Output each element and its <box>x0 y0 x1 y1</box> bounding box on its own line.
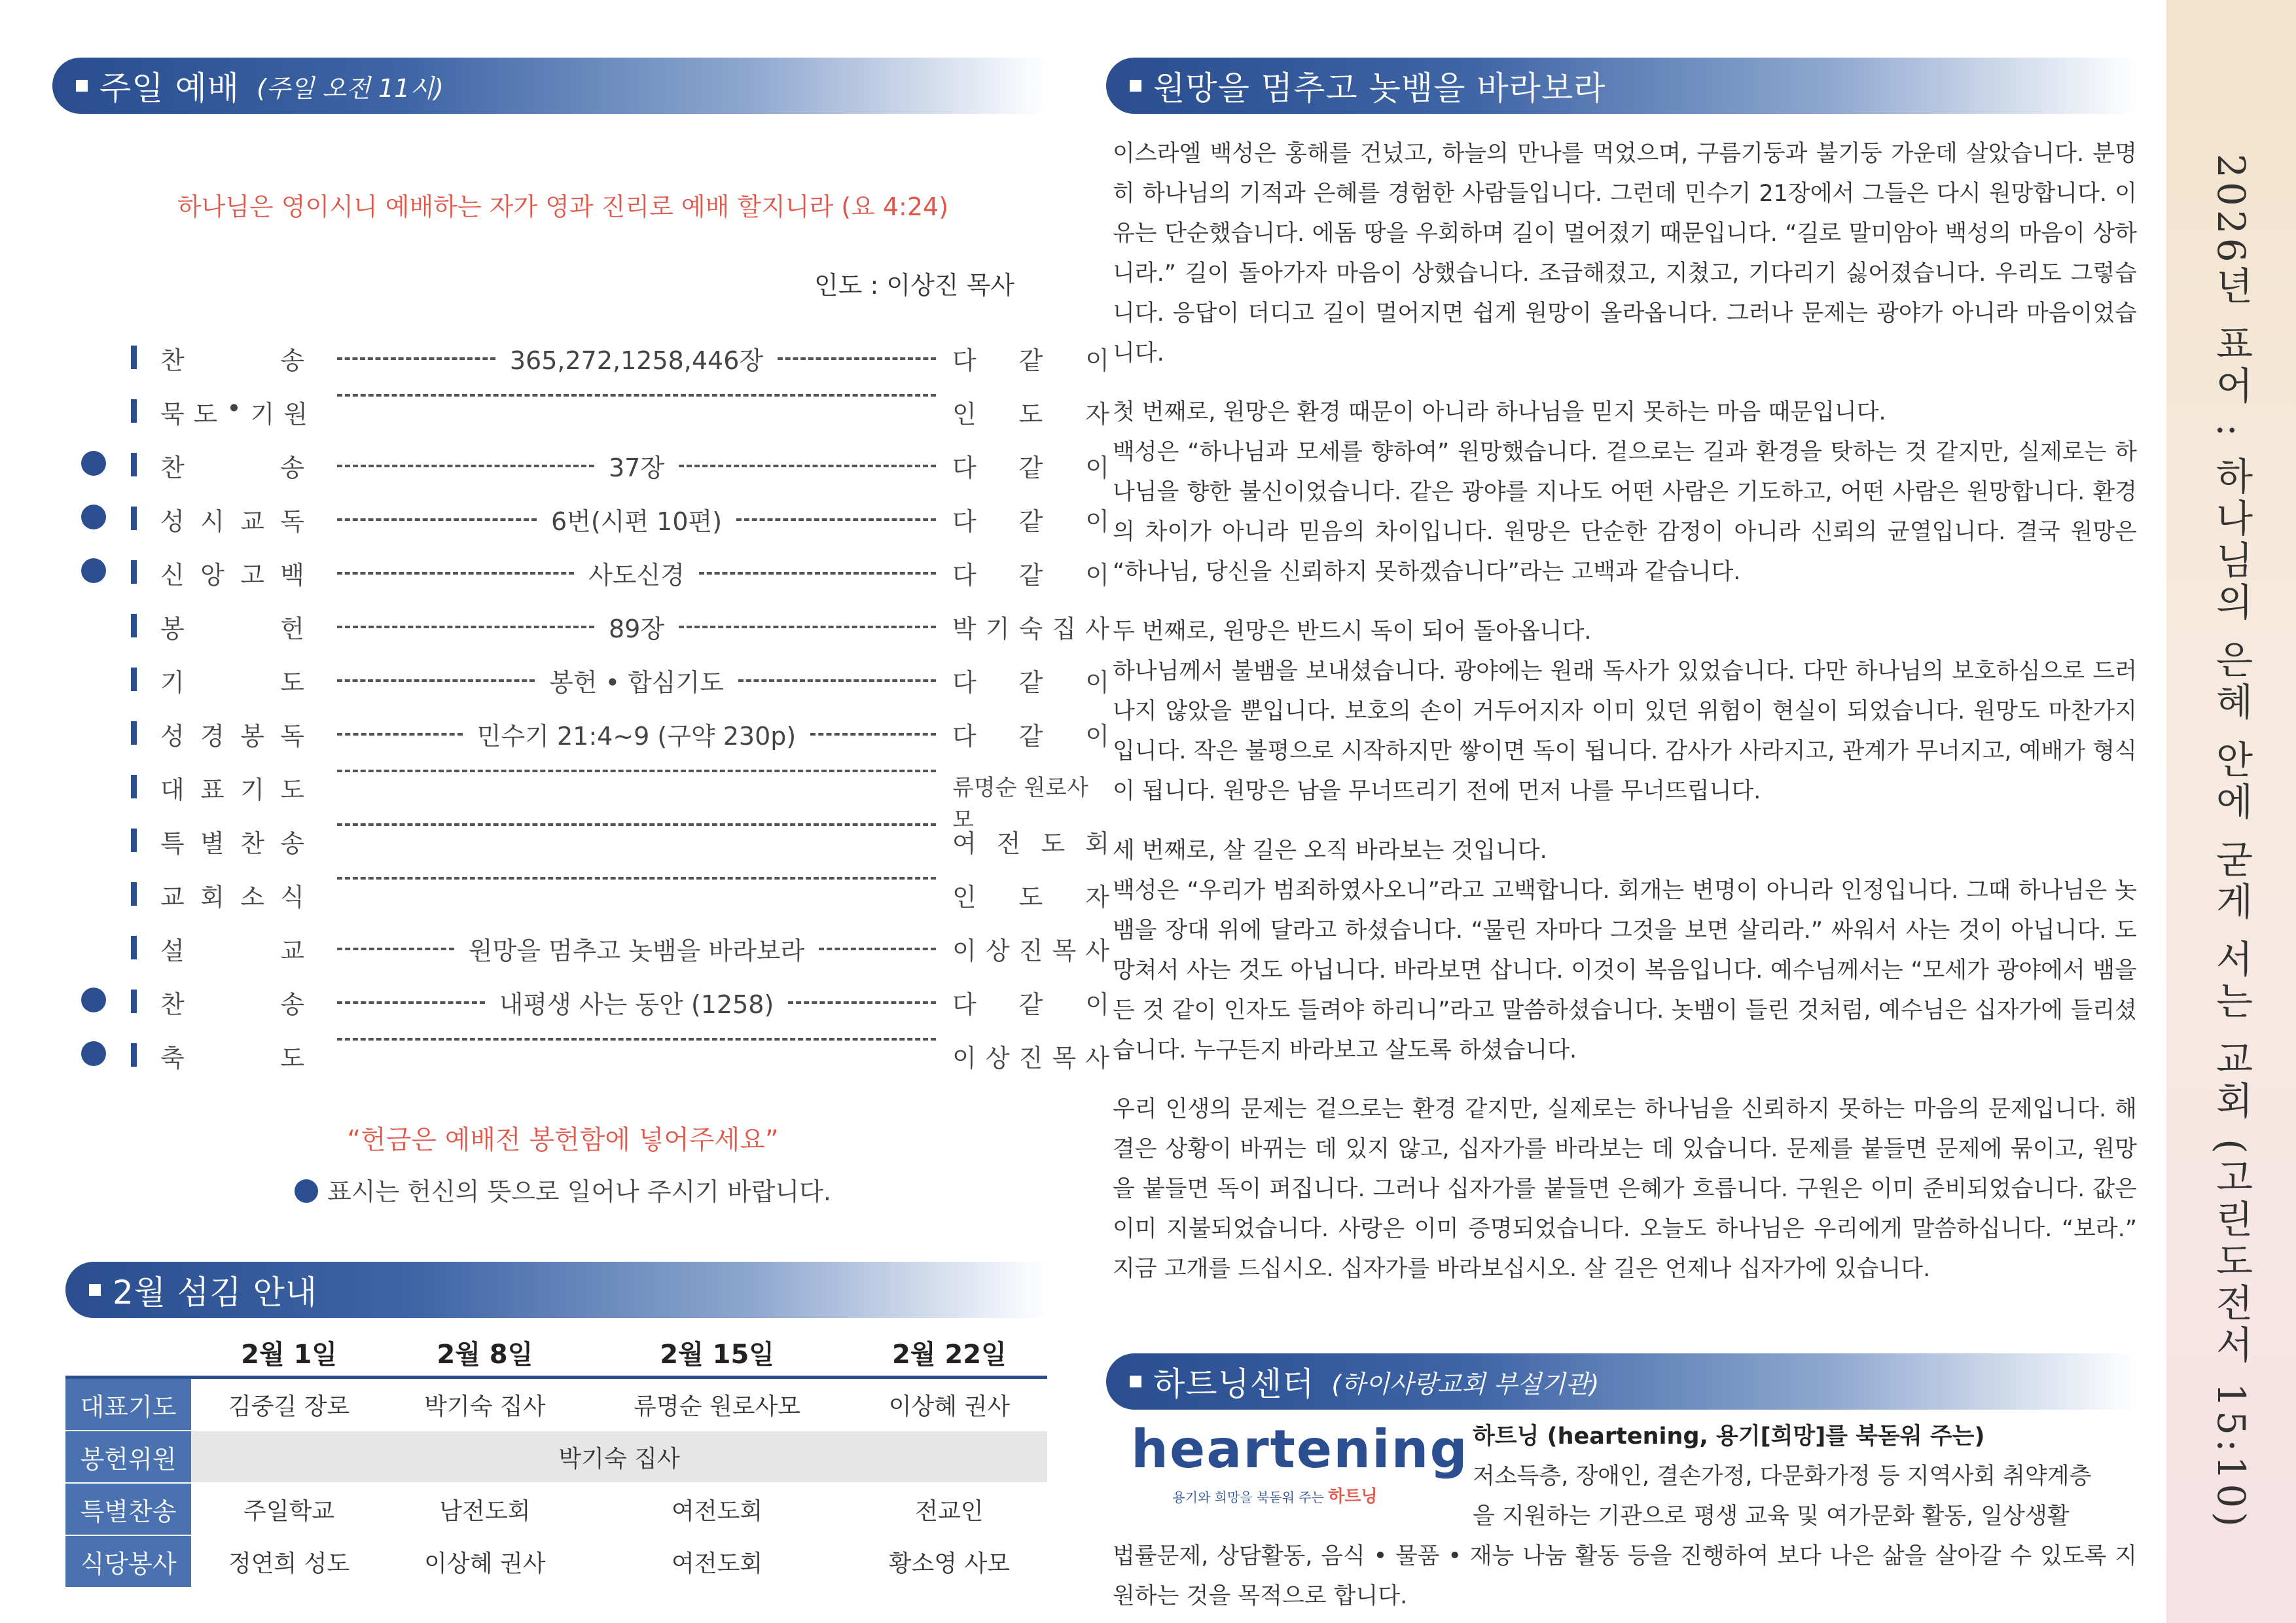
row-bar-icon <box>131 668 137 691</box>
duty-cell-merged: 박기숙 집사 <box>191 1431 1047 1483</box>
duty-cell: 전교인 <box>915 1497 984 1525</box>
role-cell: 봉헌위원 <box>65 1431 191 1483</box>
motto-sidebar <box>2166 0 2296 1623</box>
row-bar-icon <box>131 990 137 1013</box>
order-detail-line <box>337 501 936 537</box>
bullet-square-icon <box>89 1284 101 1296</box>
order-row <box>79 384 1109 438</box>
motto-text: 2026년 표어 : 하나님의 은혜 안에 굳게 서는 교회 (고린도전서 15:10) <box>2209 154 2253 1531</box>
bullet-square-icon <box>76 80 88 92</box>
order-label: 성 경 봉 독 <box>160 722 304 751</box>
order-row <box>79 545 1109 599</box>
duty-cell: 주일학교 <box>243 1497 335 1525</box>
order-label: 찬 송 <box>160 990 304 1019</box>
order-row <box>79 438 1109 491</box>
row-bar-icon <box>131 829 137 852</box>
order-detail: 원망을 멈추고 놋뱀을 바라보라 <box>468 936 805 965</box>
heartening-sub: (하이사랑교회 부설기관) <box>1331 1369 1600 1399</box>
order-row <box>79 867 1109 921</box>
role-cell: 특별찬송 <box>65 1483 191 1535</box>
table-row <box>65 1535 1047 1588</box>
row-bar-icon <box>131 346 137 369</box>
order-detail-line <box>337 662 936 698</box>
offering-note: “헌금은 예배전 봉헌함에 넣어주세요” <box>347 1125 779 1155</box>
order-by: 여 전 도 회 <box>952 829 1109 858</box>
duty-cell: 여전도회 <box>672 1550 763 1577</box>
worship-title: 주일 예배 <box>99 69 240 107</box>
order-detail: 365,272,1258,446장 <box>509 346 764 375</box>
order-row <box>79 652 1109 706</box>
sermon-point1-body: 백성은 “하나님과 모세를 향하여” 원망했습니다. 겉으로는 길과 환경을 탓하는 것 같지만, 실제로는 하나님을 향한 불신이었습니다. 같은 광야를 지나도 어떤 사람은 기도하고, 어떤 사람은 원망합니다. 환경의 차이가 아니라 믿음의 차이입니다. 원망은 단순한 감정이 아니라 신뢰의 균열입니다. 결국 원망은 “하나님, 당신을 신뢰하지 못하겠습니다”라는 고백과 같습니다. <box>1113 439 2137 585</box>
sermon-intro: 이스라엘 백성은 홍해를 건넜고, 하늘의 만나를 먹었으며, 구름기둥과 불기둥 가운데 살았습니다. 분명히 하나님의 기적과 은혜를 경험한 사람들입니다. 그런데 민수기 21장에서 그들은 다시 원망합니다. 이유는 단순했습니다. 에돔 땅을 우회하며 길이 멀어졌기 때문입니다. “길로 말미암아 백성의 마음이 상하니라.” 길이 돌아가자 마음이 상했습니다. 조급해졌고, 지쳤고, 기다리기 싫어졌습니다. 우리도 그렇습니다. 응답이 더디고 길이 멀어지면 쉽게 원망이 올라옵니다. 그러나 문제는 광야가 아니라 마음이었습니다. <box>1113 141 2137 366</box>
service-header <box>65 1262 1047 1318</box>
row-bar-icon <box>131 936 137 959</box>
order-of-worship <box>79 330 1109 1082</box>
order-label: 대 표 기 도 <box>160 776 304 804</box>
order-row <box>79 760 1088 833</box>
date-cell: 2월 8일 <box>437 1339 533 1370</box>
order-label: 신 앙 고 백 <box>160 561 304 590</box>
role-cell: 식당봉사 <box>65 1535 191 1588</box>
order-by: 박 기 숙 집 사 <box>952 615 1109 643</box>
order-by: 다 같 이 <box>952 668 1109 697</box>
row-bar-icon <box>131 560 137 584</box>
logo-tagline-text: 용기와 희망을 북돋워 주는 <box>1172 1489 1324 1505</box>
worship-time: (주일 오전 11시) <box>257 73 444 103</box>
worship-leader: 인도 : 이상진 목사 <box>814 271 1014 300</box>
heartening-desc-rest: 법률문제, 상담활동, 음식 • 물품 • 재능 나눔 활동 등을 진행하여 보다 나은 삶을 살아갈 수 있도록 지원하는 것을 목적으로 합니다. <box>1113 1543 2137 1609</box>
sermon-header <box>1106 58 2137 114</box>
logo-brand: 하트닝 <box>1328 1487 1378 1507</box>
order-detail-line <box>337 448 936 484</box>
order-row <box>79 706 1109 760</box>
order-detail-line <box>337 770 936 772</box>
sermon-point2-body: 하나님께서 불뱀을 보내셨습니다. 광야에는 원래 독사가 있었습니다. 다만 하나님의 보호하심으로 드러나지 않았을 뿐입니다. 보호의 손이 거두어지자 이미 있던 위험이 현실이 되었습니다. 원망도 마찬가지입니다. 작은 불평으로 시작하지만 쌓이면 독이 됩니다. 감사가 사라지고, 관계가 무너지고, 예배가 형식이 됩니다. 원망은 남을 무너뜨리기 전에 먼저 나를 무너뜨립니다. <box>1113 658 2137 804</box>
standing-dot-icon <box>295 1179 318 1203</box>
order-detail-line <box>337 823 936 826</box>
stand-dot-icon <box>81 451 106 476</box>
order-detail-line <box>337 877 936 880</box>
order-detail-line <box>337 931 936 967</box>
order-by: 이 상 진 목 사 <box>952 936 1109 965</box>
order-detail: 내평생 사는 동안 (1258) <box>499 990 774 1019</box>
heartening-logo <box>1131 1419 1469 1507</box>
order-by: 인 도 자 <box>952 883 1109 912</box>
order-row <box>79 974 1109 1028</box>
order-detail-line <box>337 984 936 1020</box>
service-table-header <box>65 1329 1047 1378</box>
sermon-title: 원망을 멈추고 놋뱀을 바라보라 <box>1153 69 1606 107</box>
order-detail-line <box>337 555 936 591</box>
logo-wordmark: heartening <box>1131 1419 1469 1480</box>
date-cell: 2월 22일 <box>892 1339 1007 1370</box>
role-cell: 대표기도 <box>65 1378 191 1431</box>
row-bar-icon <box>131 614 137 637</box>
logo-tagline <box>1131 1483 1419 1507</box>
order-label: 특 별 찬 송 <box>160 829 304 858</box>
order-detail-line <box>337 340 936 376</box>
order-label: 기 도 <box>160 668 304 697</box>
heartening-desc-title: 하트닝 (heartening, 용기[희망]를 북돋워 주는) <box>1473 1423 1985 1450</box>
date-cell: 2월 1일 <box>241 1339 338 1370</box>
heartening-desc-line2: 을 지원하는 기관으로 평생 교육 및 여가문화 활동, 일상생활 <box>1473 1503 2070 1529</box>
order-by: 이 상 진 목 사 <box>952 1044 1109 1073</box>
order-label: 찬 송 <box>160 346 304 375</box>
standing-note-text: 표시는 헌신의 뜻으로 일어나 주시기 바랍니다. <box>327 1177 831 1206</box>
heartening-header <box>1106 1353 2137 1410</box>
standing-note <box>79 1171 1047 1207</box>
sermon-point1-title: 첫 번째로, 원망은 환경 때문이 아니라 하나님을 믿지 못하는 마음 때문입니다. <box>1113 399 1886 425</box>
order-row <box>79 1028 1109 1082</box>
order-label: 묵 도 • 기 원 <box>160 394 308 429</box>
heartening-title: 하트닝센터 <box>1153 1365 1315 1403</box>
row-bar-icon <box>131 399 137 423</box>
order-row <box>79 599 1109 652</box>
sermon-conclusion: 우리 인생의 문제는 겉으로는 환경 같지만, 실제로는 하나님을 신뢰하지 못하는 마음의 문제입니다. 해결은 상황이 바뀌는 데 있지 않고, 십자가를 바라보는 데 있습니다. 문제를 붙들면 문제에 묶이고, 원망을 붙들면 독이 퍼집니다. 그러나 십자가를 붙들면 은혜가 흐릅니다. 구원은 이미 준비되었습니다. 값은 이미 지불되었습니다. 사랑은 이미 증명되었습니다. 오늘도 하나님은 우리에게 말씀하십니다. “보라.” 지금 고개를 드십시오. 십자가를 바라보십시오. 살 길은 언제나 십자가에 있습니다. <box>1113 1096 2137 1282</box>
heartening-desc-line1: 저소득층, 장애인, 결손가정, 다문화가정 등 지역사회 취약계층 <box>1473 1463 2092 1489</box>
stand-dot-icon <box>81 1041 106 1066</box>
order-label: 성 시 교 독 <box>160 507 304 536</box>
duty-cell: 김중길 장로 <box>228 1393 350 1420</box>
stand-dot-icon <box>81 988 106 1012</box>
duty-cell: 남전도회 <box>439 1497 531 1525</box>
table-row <box>65 1431 1047 1483</box>
order-row <box>79 330 1109 384</box>
duty-cell: 황소영 사모 <box>888 1550 1011 1577</box>
stand-dot-icon <box>81 558 106 583</box>
duty-cell: 박기숙 집사 <box>424 1393 546 1420</box>
row-bar-icon <box>131 721 137 745</box>
row-bar-icon <box>131 507 137 530</box>
duty-cell: 이상혜 권사 <box>888 1393 1011 1420</box>
order-by: 다 같 이 <box>952 454 1109 482</box>
order-by: 류명순 원로사모 <box>952 775 1088 833</box>
order-detail-line <box>337 1038 936 1041</box>
order-detail: 민수기 21:4~9 (구약 230p) <box>476 722 797 751</box>
stand-dot-icon <box>81 505 106 529</box>
service-table <box>65 1329 1047 1588</box>
order-label: 축 도 <box>160 1044 304 1073</box>
date-cell: 2월 15일 <box>660 1339 774 1370</box>
order-detail-line <box>337 394 936 397</box>
order-by: 다 같 이 <box>952 507 1109 536</box>
row-bar-icon <box>131 775 137 798</box>
duty-cell: 여전도회 <box>672 1497 763 1525</box>
order-label: 교 회 소 식 <box>160 883 304 912</box>
row-bar-icon <box>131 1043 137 1067</box>
order-detail-line <box>337 716 936 752</box>
order-detail: 6번(시편 10편) <box>550 507 723 536</box>
order-by: 인 도 자 <box>952 400 1109 429</box>
order-detail-line <box>337 609 936 645</box>
bullet-square-icon <box>1130 1376 1141 1387</box>
order-label: 봉 헌 <box>160 615 304 643</box>
table-row <box>65 1378 1047 1431</box>
order-by: 다 같 이 <box>952 990 1109 1019</box>
order-detail: 봉헌 • 합심기도 <box>549 668 724 697</box>
sermon-point3-body: 백성은 “우리가 범죄하였사오니”라고 고백합니다. 회개는 변명이 아니라 인정입니다. 그때 하나님은 놋뱀을 장대 위에 달라고 하셨습니다. “물린 자마다 그것을 보면 살리라.” 싸워서 사는 것이 아닙니다. 도망쳐서 사는 것도 아닙니다. 바라보면 삽니다. 이것이 복음입니다. 예수님께서는 “모세가 광야에서 뱀을 든 것 같이 인자도 들려야 하리니”라고 말씀하셨습니다. 놋뱀이 들린 것처럼, 예수님은 십자가에 들리셨습니다. 누구든지 바라보고 살도록 하셨습니다. <box>1113 878 2137 1063</box>
order-detail: 89장 <box>608 615 665 643</box>
order-by: 다 같 이 <box>952 561 1109 590</box>
table-row <box>65 1483 1047 1535</box>
row-bar-icon <box>131 882 137 906</box>
order-label: 설 교 <box>160 936 304 965</box>
duty-cell: 이상혜 권사 <box>424 1550 546 1577</box>
order-detail: 사도신경 <box>588 561 685 590</box>
row-bar-icon <box>131 453 137 476</box>
order-by: 다 같 이 <box>952 346 1109 375</box>
bullet-square-icon <box>1130 80 1141 92</box>
worship-header <box>52 58 1047 114</box>
corner-cell <box>65 1329 191 1378</box>
order-row <box>79 813 1109 867</box>
order-label: 찬 송 <box>160 454 304 482</box>
worship-verse: 하나님은 영이시니 예배하는 자가 영과 진리로 예배 할지니라 (요 4:24) <box>177 192 949 221</box>
duty-cell: 류명순 원로사모 <box>634 1393 801 1420</box>
duty-cell: 정연희 성도 <box>228 1550 350 1577</box>
order-row <box>79 921 1109 974</box>
sermon-point3-title: 세 번째로, 살 길은 오직 바라보는 것입니다. <box>1113 838 1547 864</box>
order-detail: 37장 <box>608 454 665 482</box>
order-by: 다 같 이 <box>952 722 1109 751</box>
service-title: 2월 섬김 안내 <box>113 1274 318 1311</box>
order-row <box>79 491 1109 545</box>
sermon-point2-title: 두 번째로, 원망은 반드시 독이 되어 돌아옵니다. <box>1113 618 1592 645</box>
